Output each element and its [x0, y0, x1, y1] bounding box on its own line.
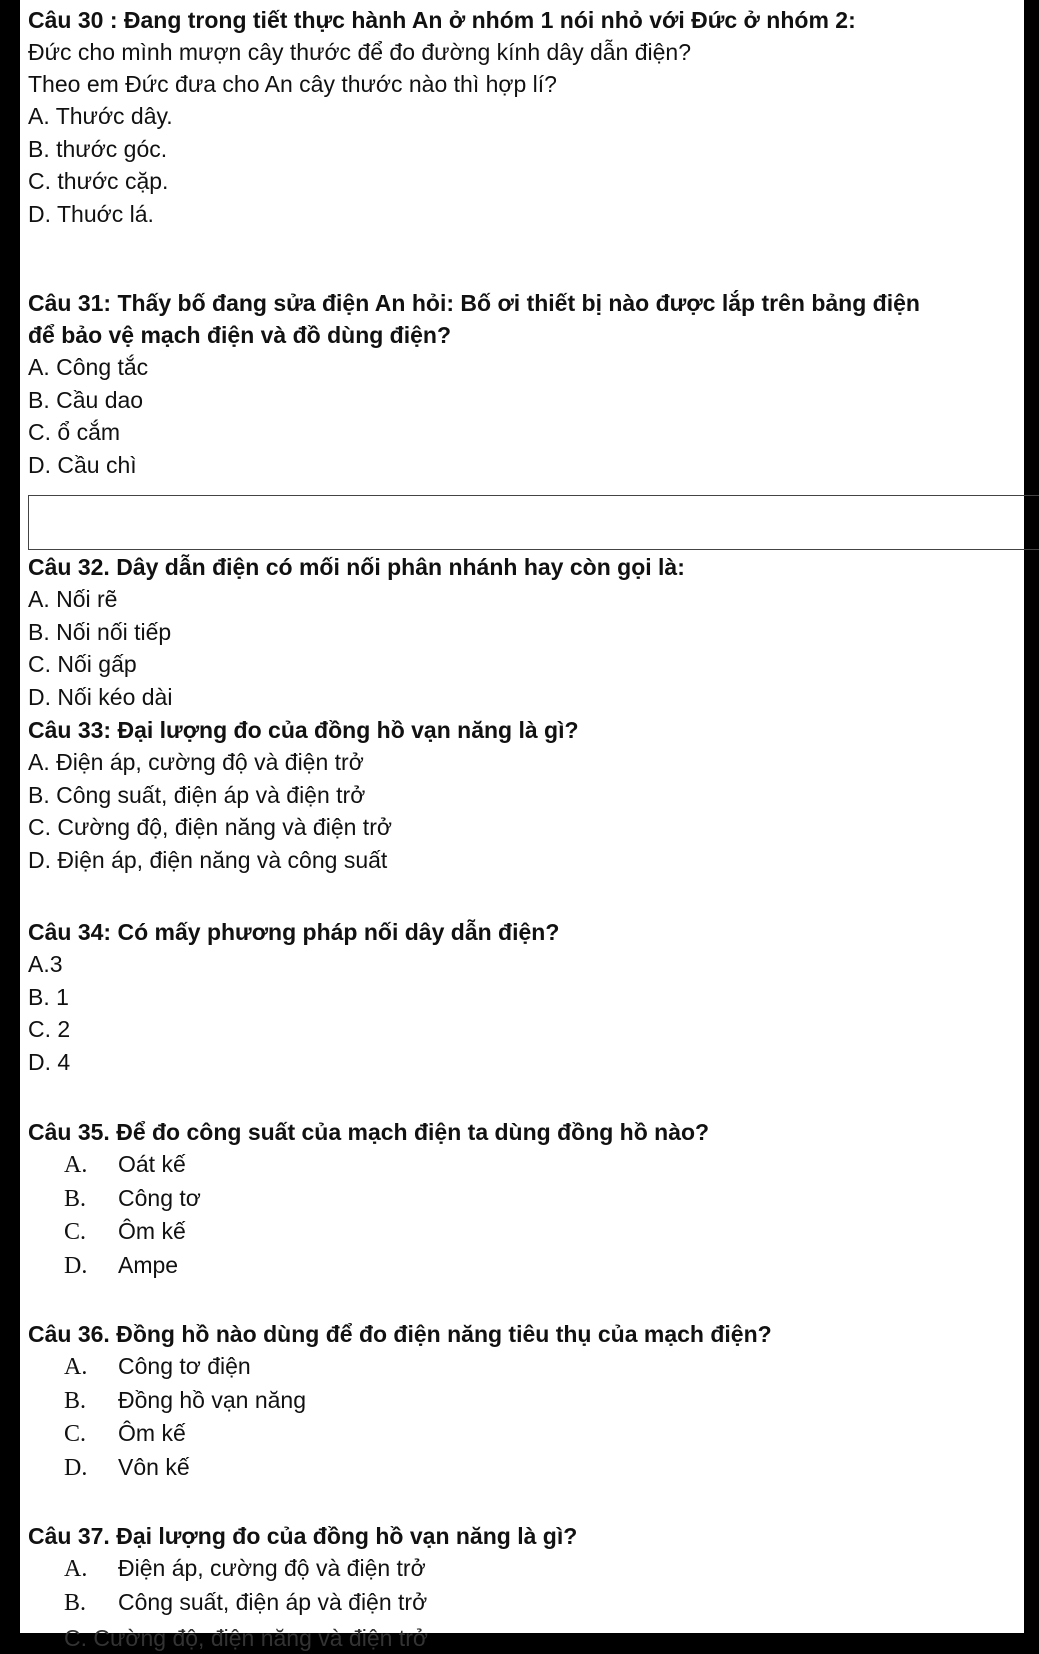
option-label: C. [64, 1219, 87, 1245]
option-b: B. 1 [28, 983, 69, 1010]
option-text: Ampe [118, 1251, 179, 1278]
option-label: A. [64, 1556, 88, 1582]
option-d: D. 4 [28, 1048, 71, 1075]
option-d: D. Thuớc lá. [28, 200, 154, 227]
question-37 [28, 1520, 1024, 1619]
cut-off-option-c: C. Cường độ, điện năng và điện trở [64, 1625, 428, 1651]
document-page [20, 0, 1024, 1651]
question-32 [28, 551, 1024, 713]
option-text: Công suất, điện áp và điện trở [118, 1588, 428, 1615]
question-title: Câu 35. Để đo công suất của mạch điện ta dùng đồng hồ nào? [28, 1119, 710, 1145]
option-label: A. [64, 1152, 88, 1178]
option-text: Điện áp, cường độ và điện trở [118, 1555, 426, 1581]
option-a: A. Nối rẽ [28, 586, 118, 612]
option-c: C. thước cặp. [28, 168, 169, 194]
option-a [28, 1148, 1024, 1182]
question-title-line2: để bảo vệ mạch điện và đồ dùng điện? [28, 322, 452, 348]
option-text: Đồng hồ vạn năng [118, 1386, 306, 1413]
question-33 [28, 714, 1024, 876]
option-c: C. ổ cắm [28, 419, 121, 445]
option-b [28, 1182, 1024, 1216]
option-b: B. thước góc. [28, 135, 168, 162]
question-title: Câu 33: Đại lượng đo của đồng hồ vạn năng là gì? [28, 717, 579, 743]
option-b [28, 1586, 1024, 1620]
option-b: B. Công suất, điện áp và điện trở [28, 781, 366, 808]
option-d: D. Nối kéo dài [28, 683, 173, 710]
option-label: B. [64, 1387, 87, 1414]
option-a: A. Điện áp, cường độ và điện trở [28, 749, 364, 775]
question-title: Câu 36. Đồng hồ nào dùng để đo điện năng tiêu thụ của mạch điện? [28, 1321, 772, 1347]
option-d [28, 1249, 1024, 1283]
question-title: Câu 31: Thấy bố đang sửa điện An hỏi: Bố ơi thiết bị nào được lắp trên bảng điện [28, 290, 920, 316]
option-c: C. 2 [28, 1016, 71, 1042]
option-label: D. [64, 1252, 88, 1279]
option-label: A. [64, 1354, 88, 1380]
option-a: A. Công tắc [28, 354, 149, 380]
option-text: Vôn kế [118, 1453, 190, 1480]
question-36 [28, 1318, 1024, 1484]
question-35 [28, 1116, 1024, 1282]
question-30 [28, 4, 1024, 230]
question-title: Câu 37. Đại lượng đo của đồng hồ vạn năng là gì? [28, 1523, 578, 1549]
question-title: Câu 32. Dây dẫn điện có mối nối phân nhánh hay còn gọi là: [28, 554, 685, 580]
option-text: Công tơ điện [118, 1353, 251, 1379]
option-label: B. [64, 1185, 87, 1212]
option-label: C. [64, 1421, 87, 1447]
option-a [28, 1350, 1024, 1384]
option-text: Công tơ [118, 1184, 201, 1211]
option-c: C. Cường độ, điện năng và điện trở [28, 814, 392, 840]
option-text: Ôm kế [118, 1218, 186, 1244]
option-text: Ôm kế [118, 1420, 186, 1446]
option-text: Oát kế [118, 1151, 186, 1177]
option-c [28, 1417, 1024, 1451]
question-title: Câu 30 : Đang trong tiết thực hành An ở nhóm 1 nói nhỏ với Đức ở nhóm 2: [28, 7, 856, 33]
question-title: Câu 34: Có mấy phương pháp nối dây dẫn điện? [28, 919, 560, 945]
option-d [28, 1451, 1024, 1485]
option-b: B. Nối nối tiếp [28, 618, 172, 645]
question-text-line: Theo em Đức đưa cho An cây thước nào thì hợp lí? [28, 71, 557, 97]
option-label: D. [64, 1454, 88, 1481]
option-a: A.3 [28, 951, 63, 977]
question-34 [28, 916, 1024, 1078]
blank-box [28, 495, 1039, 550]
option-c: C. Nối gấp [28, 651, 137, 677]
option-d: D. Cầu chì [28, 451, 137, 478]
option-d: D. Điện áp, điện năng và công suất [28, 846, 388, 873]
option-label: B. [64, 1589, 87, 1616]
question-text-line: Đức cho mình mượn cây thước để đo đường kính dây dẫn điện? [28, 39, 692, 65]
option-c [28, 1215, 1024, 1249]
option-a: A. Thước dây. [28, 103, 173, 129]
question-31 [28, 287, 1024, 481]
option-b: B. Cầu dao [28, 386, 144, 413]
option-a [28, 1552, 1024, 1586]
option-b [28, 1384, 1024, 1418]
